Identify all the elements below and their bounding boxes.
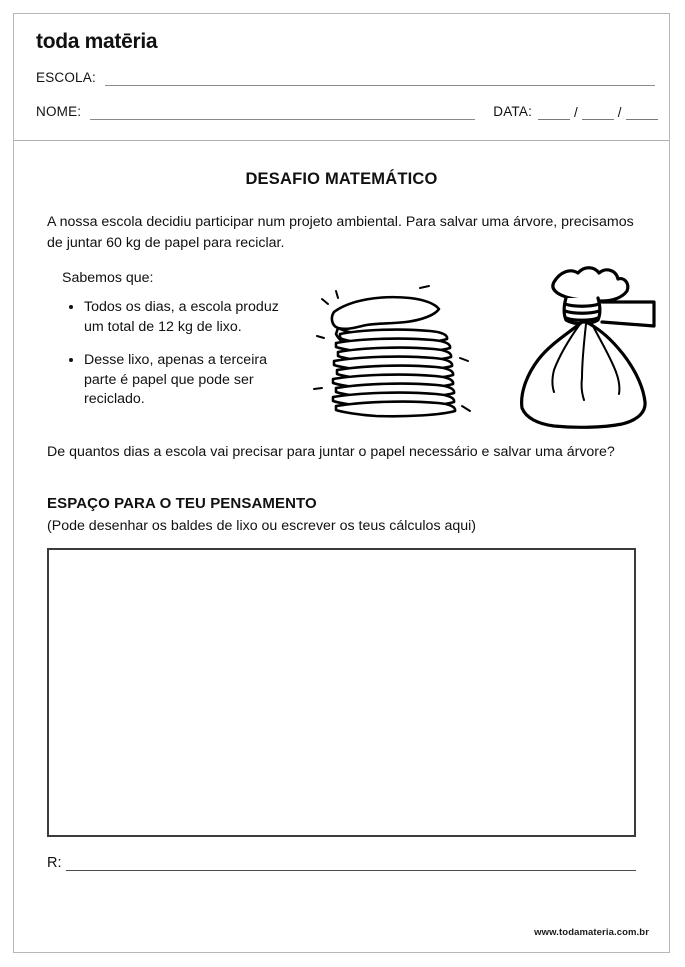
- name-input-line[interactable]: [90, 106, 475, 120]
- intro-paragraph: A nossa escola decidiu participar num projeto ambiental. Para salvar uma árvore, precisamos de juntar 60 kg de papel para reciclar.: [47, 214, 634, 251]
- work-area-heading: ESPAÇO PARA O TEU PENSAMENTO: [47, 495, 317, 513]
- date-year-blank[interactable]: [626, 106, 658, 120]
- facts-lead: Sabemos que:: [62, 270, 154, 287]
- illustration: [302, 260, 682, 435]
- worksheet-page: [13, 13, 670, 953]
- recycling-illustration-svg: [302, 260, 682, 435]
- footer-url: www.todamateria.com.br: [534, 927, 649, 938]
- date-label: DATA:: [493, 104, 533, 119]
- worksheet-content: [14, 170, 669, 871]
- list-item: • Todos os dias, a escola produz um total de 12 kg de lixo.: [84, 297, 292, 337]
- garbage-bag-icon: [522, 268, 654, 428]
- answer-row: [47, 855, 636, 871]
- date-separator-2: /: [617, 105, 622, 120]
- school-input-line[interactable]: [105, 72, 655, 86]
- date-month-blank[interactable]: [582, 106, 614, 120]
- facts-block: [34, 268, 292, 410]
- facts-list: [62, 297, 292, 410]
- facts-and-illustration: [34, 268, 649, 436]
- answer-label: R:: [47, 855, 62, 872]
- date-field-group: [493, 103, 657, 120]
- answer-input-line[interactable]: [66, 857, 637, 871]
- date-day-blank[interactable]: [538, 106, 570, 120]
- work-area-subtitle: (Pode desenhar os baldes de lixo ou escrever os teus cálculos aqui): [47, 518, 477, 535]
- school-field-row: [36, 69, 655, 86]
- page-title: DESAFIO MATEMÁTICO: [245, 170, 438, 188]
- question-paragraph: De quantos dias a escola vai precisar para juntar o papel necessário e salvar uma árvore?: [47, 444, 615, 461]
- school-label: ESCOLA:: [36, 70, 96, 85]
- list-item: • Desse lixo, apenas a terceira parte é papel que pode ser reciclado.: [84, 350, 292, 410]
- name-label: NOME:: [36, 104, 82, 119]
- date-separator-1: /: [574, 105, 578, 120]
- brand-logo: toda matēria: [36, 30, 158, 53]
- work-area-box[interactable]: [47, 548, 636, 837]
- paper-stack-icon: [332, 297, 455, 416]
- name-date-field-row: [36, 103, 655, 120]
- worksheet-header: [14, 14, 669, 141]
